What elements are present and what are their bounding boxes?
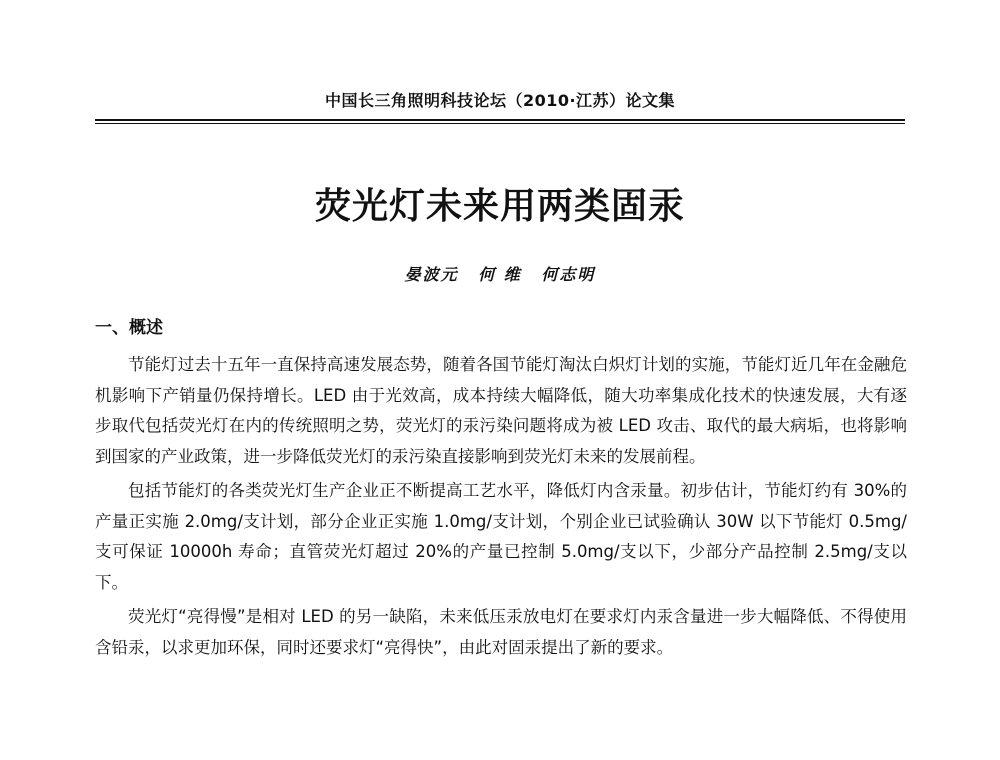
author-3: 何志明 [541,265,596,284]
article-title: 荧光灯未来用两类固汞 [314,186,685,227]
author-list [95,262,905,285]
author-2: 何 维 [478,265,522,284]
body-text [95,350,907,667]
paragraph-2: 包括节能灯的各类荧光灯生产企业正不断提高工艺水平，降低灯内含汞量。初步估计，节能灯约有 30%的产量正实施 2.0mg/支计划，部分企业正实施 1.0mg/支计划，个别企业已试验确认 30W 以下节能灯 0.5mg/支可保证 10000h 寿命；直管荧光灯超过 20%的产量已控制 5.0mg/支以下，少部分产品控制 2.5mg/支以下。 [95,481,907,592]
running-header: 中国长三角照明科技论坛（2010·江苏）论文集 [324,91,676,110]
author-1: 晏波元 [404,265,459,284]
header-rule-thin [95,123,905,124]
paragraph-1: 节能灯过去十五年一直保持高速发展态势，随着各国节能灯淘汰白炽灯计划的实施，节能灯近几年在金融危机影响下产销量仍保持增长。LED 由于光效高，成本持续大幅降低，随大功率集成化技术的快速发展，大有逐步取代包括荧光灯在内的传统照明之势，荧光灯的汞污染问题将成为被 LED 攻击、取代的最大病垢，也将影响到国家的产业政策，进一步降低荧光灯的汞污染直接影响到荧光灯未来的发展前程。 [95,355,907,466]
section-heading: 一、概述 [95,318,163,338]
paragraph-3: 荧光灯“亮得慢”是相对 LED 的另一缺陷，未来低压汞放电灯在要求灯内汞含量进一步大幅降低、不得使用含铅汞，以求更加环保，同时还要求灯“亮得快”，由此对固汞提出了新的要求。 [95,607,907,657]
header-rule-thick [95,119,905,121]
